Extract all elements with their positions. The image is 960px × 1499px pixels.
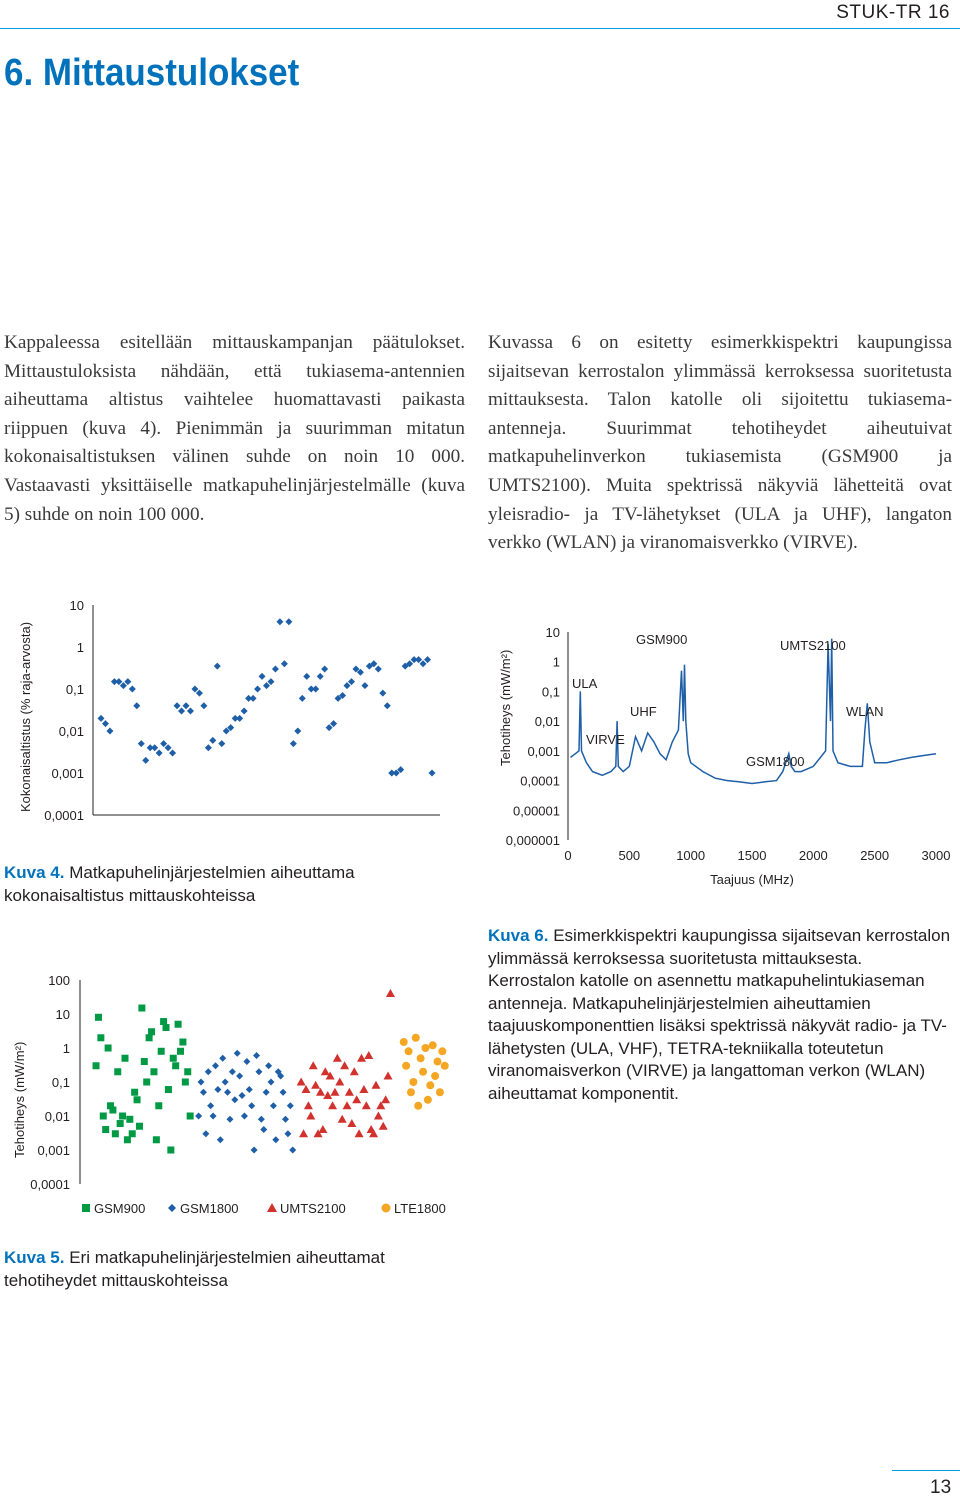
data-point — [102, 1126, 109, 1133]
data-point — [224, 1089, 231, 1096]
data-point — [267, 678, 274, 685]
data-point — [258, 1116, 265, 1123]
data-point — [326, 724, 333, 731]
data-point — [126, 1116, 133, 1123]
x-tick-label: 2000 — [798, 848, 828, 863]
data-point — [175, 1021, 182, 1028]
legend-label: GSM900 — [94, 1201, 146, 1216]
data-point — [340, 1061, 349, 1069]
spectrum-annotation: ULA — [572, 676, 598, 691]
data-point — [241, 707, 248, 714]
data-point — [106, 728, 113, 735]
data-point — [143, 1079, 150, 1086]
spectrum-annotation: WLAN — [846, 704, 884, 719]
data-point — [374, 1112, 383, 1120]
y-tick-label: 1 — [62, 1041, 70, 1056]
data-point — [121, 1055, 128, 1062]
y-tick-label: 10 — [545, 625, 560, 640]
data-point — [420, 660, 427, 667]
data-point — [167, 1147, 174, 1154]
data-point — [431, 1072, 439, 1080]
data-point — [136, 1123, 143, 1130]
data-point — [309, 1061, 318, 1069]
data-point — [362, 1101, 371, 1109]
y-tick-label: 0,01 — [44, 1109, 70, 1124]
data-point — [384, 1072, 393, 1080]
data-point — [153, 1136, 160, 1143]
data-point — [415, 656, 422, 663]
data-point — [371, 1081, 380, 1089]
data-point — [109, 1107, 116, 1114]
data-point — [306, 1112, 315, 1120]
data-point — [254, 686, 261, 693]
data-point — [172, 1062, 179, 1069]
data-point — [248, 1102, 255, 1109]
data-point — [229, 1068, 236, 1075]
data-point — [178, 707, 185, 714]
data-point — [297, 1078, 306, 1086]
data-point — [335, 1078, 344, 1086]
data-point — [239, 1092, 246, 1099]
data-point — [142, 757, 149, 764]
data-point — [357, 1054, 366, 1062]
legend-marker — [382, 1204, 391, 1213]
data-point — [205, 744, 212, 751]
spectrum-annotation: GSM1800 — [746, 754, 805, 769]
data-point — [151, 744, 158, 751]
spectrum-annotation: UMTS2100 — [780, 638, 846, 653]
y-tick-label: 0,001 — [37, 1143, 70, 1158]
data-point — [289, 1147, 296, 1154]
data-point — [214, 663, 221, 670]
data-point — [424, 656, 431, 663]
x-tick-label: 1000 — [676, 848, 706, 863]
y-axis-title: Tehotiheys (mW/m²) — [498, 649, 513, 766]
legend-marker — [267, 1203, 277, 1212]
data-point — [384, 702, 391, 709]
x-tick-label: 1500 — [737, 848, 767, 863]
y-tick-label: 1 — [76, 640, 84, 655]
data-point — [115, 678, 122, 685]
data-point — [299, 1129, 308, 1137]
paragraph-left: Kappaleessa esitellään mittauskampanjan päätulokset. Mittaustuloksista nähdään, että tukiasema-antennien aiheuttama altistus vaihtelee huomattavasti paikasta riippuen (kuva 4). Pienimmän ja suurimman mitatun kokonaisaltistuksen välinen suhde on noin 10 000. Vastaavasti yksittäiselle matkapuhelinjärjestelmälle (kuva 5) suhde on noin 100 000. — [4, 332, 465, 525]
y-tick-label: 0,01 — [534, 714, 560, 730]
data-point — [222, 1079, 229, 1086]
figure-4-label: Kuva 4. — [4, 863, 65, 882]
data-point — [429, 770, 436, 777]
data-point — [160, 740, 167, 747]
data-point — [280, 1089, 287, 1096]
y-axis-title: Tehotiheys (mW/m²) — [12, 1041, 27, 1158]
section-title: 6. Mittaustulokset — [4, 52, 300, 94]
data-point — [95, 1014, 102, 1021]
data-point — [312, 686, 319, 693]
y-tick-label: 0,00001 — [513, 803, 560, 819]
data-point — [155, 1102, 162, 1109]
x-tick-label: 500 — [618, 848, 641, 863]
y-tick-label: 10 — [69, 598, 84, 613]
data-point — [182, 702, 189, 709]
data-point — [350, 1067, 359, 1075]
data-point — [129, 686, 136, 693]
data-point — [347, 1119, 356, 1127]
data-point — [205, 1068, 212, 1075]
figure-5-caption-text: Eri matkapuhelinjärjestelmien aiheuttamat tehotiheydet mittauskohteissa — [4, 1248, 385, 1290]
y-tick-label: 0,1 — [51, 1075, 70, 1090]
data-point — [207, 1102, 214, 1109]
data-point — [270, 1102, 277, 1109]
data-point — [120, 682, 127, 689]
y-tick-label: 0,001 — [527, 743, 560, 759]
data-point — [156, 749, 163, 756]
data-point — [93, 1062, 100, 1069]
x-tick-label: 0 — [564, 848, 572, 863]
data-point — [287, 1102, 294, 1109]
data-point — [191, 686, 198, 693]
data-point — [236, 1073, 243, 1080]
data-point — [407, 1088, 415, 1096]
data-point — [434, 1058, 442, 1066]
figure-4-caption-text: Matkapuhelinjärjestelmien aiheuttama kokonaisaltistus mittauskohteissa — [4, 863, 355, 905]
data-point — [202, 1130, 209, 1137]
figure-5-chart — [0, 968, 470, 1218]
data-point — [400, 1038, 408, 1046]
data-point — [361, 682, 368, 689]
data-point — [299, 695, 306, 702]
data-point — [379, 690, 386, 697]
data-point — [165, 1086, 172, 1093]
data-point — [187, 1113, 194, 1120]
data-point — [187, 707, 194, 714]
data-point — [345, 1088, 354, 1096]
data-point — [198, 1079, 205, 1086]
y-tick-label: 0,0001 — [520, 773, 560, 789]
data-point — [179, 1039, 186, 1046]
page-number: 13 — [930, 1477, 952, 1498]
data-point — [344, 682, 351, 689]
y-tick-label: 0,000001 — [505, 833, 560, 848]
data-point — [234, 1050, 241, 1057]
y-tick-label: 10 — [55, 1007, 70, 1022]
data-point — [124, 678, 131, 685]
data-point — [246, 1086, 253, 1093]
data-point — [158, 1048, 165, 1055]
data-point — [131, 1089, 138, 1096]
data-point — [343, 1101, 352, 1109]
data-point — [285, 618, 292, 625]
data-point — [214, 1086, 221, 1093]
data-point — [405, 1047, 413, 1055]
data-point — [330, 720, 337, 727]
data-point — [200, 1089, 207, 1096]
data-point — [184, 1068, 191, 1075]
data-point — [163, 1024, 170, 1031]
data-point — [441, 1062, 449, 1070]
data-point — [138, 1005, 145, 1012]
data-point — [209, 737, 216, 744]
data-point — [174, 702, 181, 709]
data-point — [133, 702, 140, 709]
data-point — [438, 1047, 446, 1055]
data-point — [165, 744, 172, 751]
data-point — [117, 1120, 124, 1127]
figure-6-caption — [488, 925, 953, 1105]
data-point — [105, 1045, 112, 1052]
data-point — [146, 1034, 153, 1041]
y-tick-label: 0,0001 — [30, 1177, 70, 1192]
data-point — [338, 1115, 347, 1123]
data-point — [196, 690, 203, 697]
data-point — [311, 1081, 320, 1089]
y-tick-label: 0,1 — [65, 682, 84, 697]
data-point — [414, 1102, 422, 1110]
data-point — [219, 1055, 226, 1062]
data-point — [226, 1116, 233, 1123]
data-point — [250, 695, 257, 702]
data-point — [352, 1095, 361, 1103]
x-axis-title: Taajuus (MHz) — [710, 872, 794, 887]
y-tick-label: 0,0001 — [44, 808, 84, 823]
data-point — [386, 989, 395, 997]
data-point — [282, 1116, 289, 1123]
data-point — [281, 660, 288, 667]
data-point — [294, 728, 301, 735]
data-point — [424, 1096, 432, 1104]
spectrum-annotation: VIRVE — [586, 732, 625, 747]
data-point — [436, 1088, 444, 1096]
data-point — [303, 673, 310, 680]
data-point — [150, 1068, 157, 1075]
data-point — [138, 740, 145, 747]
data-point — [290, 740, 297, 747]
data-point — [426, 1081, 434, 1089]
data-point — [317, 673, 324, 680]
data-point — [177, 1048, 184, 1055]
legend-marker — [168, 1204, 176, 1212]
data-point — [251, 1147, 258, 1154]
data-point — [355, 1129, 364, 1137]
data-point — [169, 749, 176, 756]
data-point — [402, 1062, 410, 1070]
data-point — [417, 1054, 425, 1062]
data-point — [263, 1089, 270, 1096]
data-point — [195, 1113, 202, 1120]
data-point — [318, 1125, 327, 1133]
y-tick-label: 100 — [48, 973, 70, 988]
data-point — [375, 665, 382, 672]
page-number-rule — [892, 1470, 960, 1471]
data-point — [148, 1028, 155, 1035]
data-point — [129, 1130, 136, 1137]
data-point — [381, 1095, 390, 1103]
data-point — [429, 1041, 437, 1049]
data-point — [217, 1136, 224, 1143]
data-point — [236, 715, 243, 722]
data-point — [210, 1113, 217, 1120]
data-point — [141, 1058, 148, 1065]
data-point — [379, 1122, 388, 1130]
data-point — [263, 682, 270, 689]
data-point — [253, 1052, 260, 1059]
data-point — [170, 1055, 177, 1062]
data-point — [102, 720, 109, 727]
data-point — [276, 618, 283, 625]
data-point — [260, 1126, 267, 1133]
data-point — [212, 1062, 219, 1069]
data-point — [218, 740, 225, 747]
data-point — [304, 1101, 313, 1109]
data-point — [255, 1068, 262, 1075]
data-point — [284, 1130, 291, 1137]
data-point — [265, 1062, 272, 1069]
legend-marker — [82, 1204, 90, 1212]
data-point — [160, 1018, 167, 1025]
data-point — [409, 1078, 417, 1086]
y-axis-title: Kokonaisaltistus (% raja-arvosta) — [18, 621, 33, 812]
data-point — [100, 1113, 107, 1120]
data-point — [421, 1044, 429, 1052]
y-tick-label: 0,1 — [541, 684, 560, 700]
data-point — [321, 1067, 330, 1075]
data-point — [134, 1096, 141, 1103]
data-point — [316, 1088, 325, 1096]
data-point — [301, 1085, 310, 1093]
legend-label: LTE1800 — [394, 1201, 446, 1216]
data-point — [243, 1058, 250, 1065]
data-point — [272, 665, 279, 672]
report-series-label: STUK-TR 16 — [836, 2, 950, 23]
x-tick-label: 2500 — [860, 848, 890, 863]
paragraph-right: Kuvassa 6 on esitetty esimerkkispektri kaupungissa sijaitsevan kerrostalon ylimmässä kerroksessa suoritetusta mittauksesta. Talon katolle oli sijoitettu tukiasema-antenneja. Suurimmat tehotiheydet aiheutuivat matkapuhelinverkon tukiasemista (GSM900 ja UMTS2100). Muita spektrissä näkyviä lähetteitä ovat yleisradio- ja TV-lähetykset (ULA ja UHF), langaton verkko (WLAN) ja viranomaisverkko (VIRVE). — [488, 332, 952, 554]
data-point — [328, 1101, 337, 1109]
data-point — [182, 1079, 189, 1086]
data-point — [272, 1136, 279, 1143]
data-point — [412, 1034, 420, 1042]
spectrum-annotation: UHF — [630, 704, 657, 719]
data-point — [268, 1079, 275, 1086]
legend-label: UMTS2100 — [280, 1201, 346, 1216]
data-point — [348, 678, 355, 685]
data-point — [333, 1054, 342, 1062]
y-tick-label: 1 — [552, 654, 560, 670]
x-tick-label: 3000 — [921, 848, 951, 863]
data-point — [231, 1096, 238, 1103]
data-point — [124, 1136, 131, 1143]
data-point — [321, 665, 328, 672]
legend-label: GSM1800 — [180, 1201, 239, 1216]
figure-5-caption — [4, 1247, 464, 1292]
figure-6-chart — [488, 620, 958, 895]
figure-6-label: Kuva 6. — [488, 926, 549, 945]
data-point — [112, 1130, 119, 1137]
y-tick-label: 0,001 — [51, 766, 84, 781]
data-point — [241, 1113, 248, 1120]
figure-4-caption — [4, 862, 424, 907]
figure-5-label: Kuva 5. — [4, 1248, 65, 1267]
y-tick-label: 0,01 — [58, 724, 84, 739]
data-point — [330, 1088, 339, 1096]
data-point — [97, 1034, 104, 1041]
data-point — [364, 1051, 373, 1059]
data-point — [259, 673, 266, 680]
data-point — [119, 1113, 126, 1120]
figure-6-caption-text: Esimerkkispektri kaupungissa sijaitsevan kerrostalon ylimmässä kerroksessa suoritetusta mittauksesta. Kerrostalon katolle on asennettu matkapuhelintukiaseman antenneja. Matkapuhelinjärjestelmien aiheuttamien taajuuskomponenttien lisäksi spektrissä näkyvät radio- ja TV-lähetysten (ULA, VHF), TETRA-tekniikalla toteutetun viranomaisverkon (VIRVE) ja langattoman verkon (WLAN) aiheuttamat komponentit. — [488, 926, 951, 1103]
data-point — [114, 1068, 121, 1075]
data-point — [419, 1068, 427, 1076]
data-point — [359, 1085, 368, 1093]
spectrum-annotation: GSM900 — [636, 632, 688, 647]
header-rule — [0, 28, 960, 29]
figure-4-chart — [0, 590, 470, 830]
data-point — [200, 702, 207, 709]
data-point — [98, 715, 105, 722]
